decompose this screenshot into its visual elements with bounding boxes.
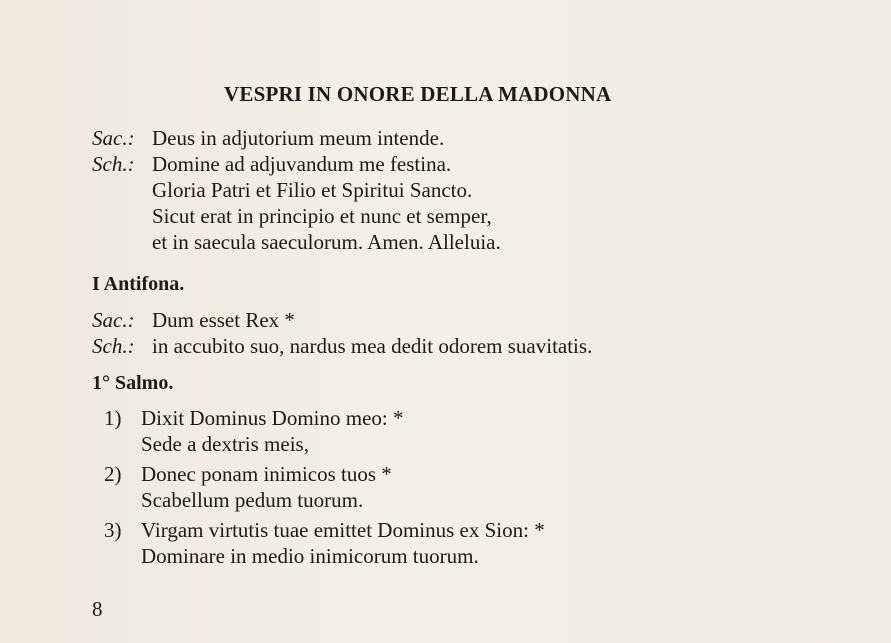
antiphon-sac-text: Dum esset Rex *	[152, 308, 295, 332]
page-number: 8	[92, 597, 103, 621]
verse-line: Dixit Dominus Domino meo: *	[141, 406, 404, 430]
verse-line: Dominare in medio inimicorum tuorum.	[141, 544, 479, 568]
antiphon-sch-text: in accubito suo, nardus mea dedit odorem suavitatis.	[152, 334, 593, 358]
antiphon-heading: I Antifona.	[92, 273, 185, 295]
speaker-sac-label: Sac.:	[92, 308, 135, 332]
opening-sch-line: Domine ad adjuvandum me festina.	[152, 152, 452, 176]
opening-sch-line: et in saecula saeculorum. Amen. Alleluia.	[152, 230, 501, 254]
verse-number: 1)	[104, 406, 122, 430]
speaker-sch-label: Sch.:	[92, 152, 135, 176]
page-title: VESPRI IN ONORE DELLA MADONNA	[224, 82, 612, 106]
verse-line: Donec ponam inimicos tuos *	[141, 462, 392, 486]
speaker-sch-label: Sch.:	[92, 334, 135, 358]
opening-sch-line: Gloria Patri et Filio et Spiritui Sancto.	[152, 178, 473, 202]
verse-number: 2)	[104, 462, 122, 486]
verse-line: Scabellum pedum tuorum.	[141, 488, 364, 512]
verse-number: 3)	[104, 518, 122, 542]
verse-line: Sede a dextris meis,	[141, 432, 309, 456]
psalm-heading: 1° Salmo.	[92, 372, 174, 394]
speaker-sac-label: Sac.:	[92, 126, 135, 150]
verse-line: Virgam virtutis tuae emittet Dominus ex Sion: *	[141, 518, 545, 542]
opening-sch-line: Sicut erat in principio et nunc et semper,	[152, 204, 492, 228]
opening-sac-text: Deus in adjutorium meum intende.	[152, 126, 445, 150]
